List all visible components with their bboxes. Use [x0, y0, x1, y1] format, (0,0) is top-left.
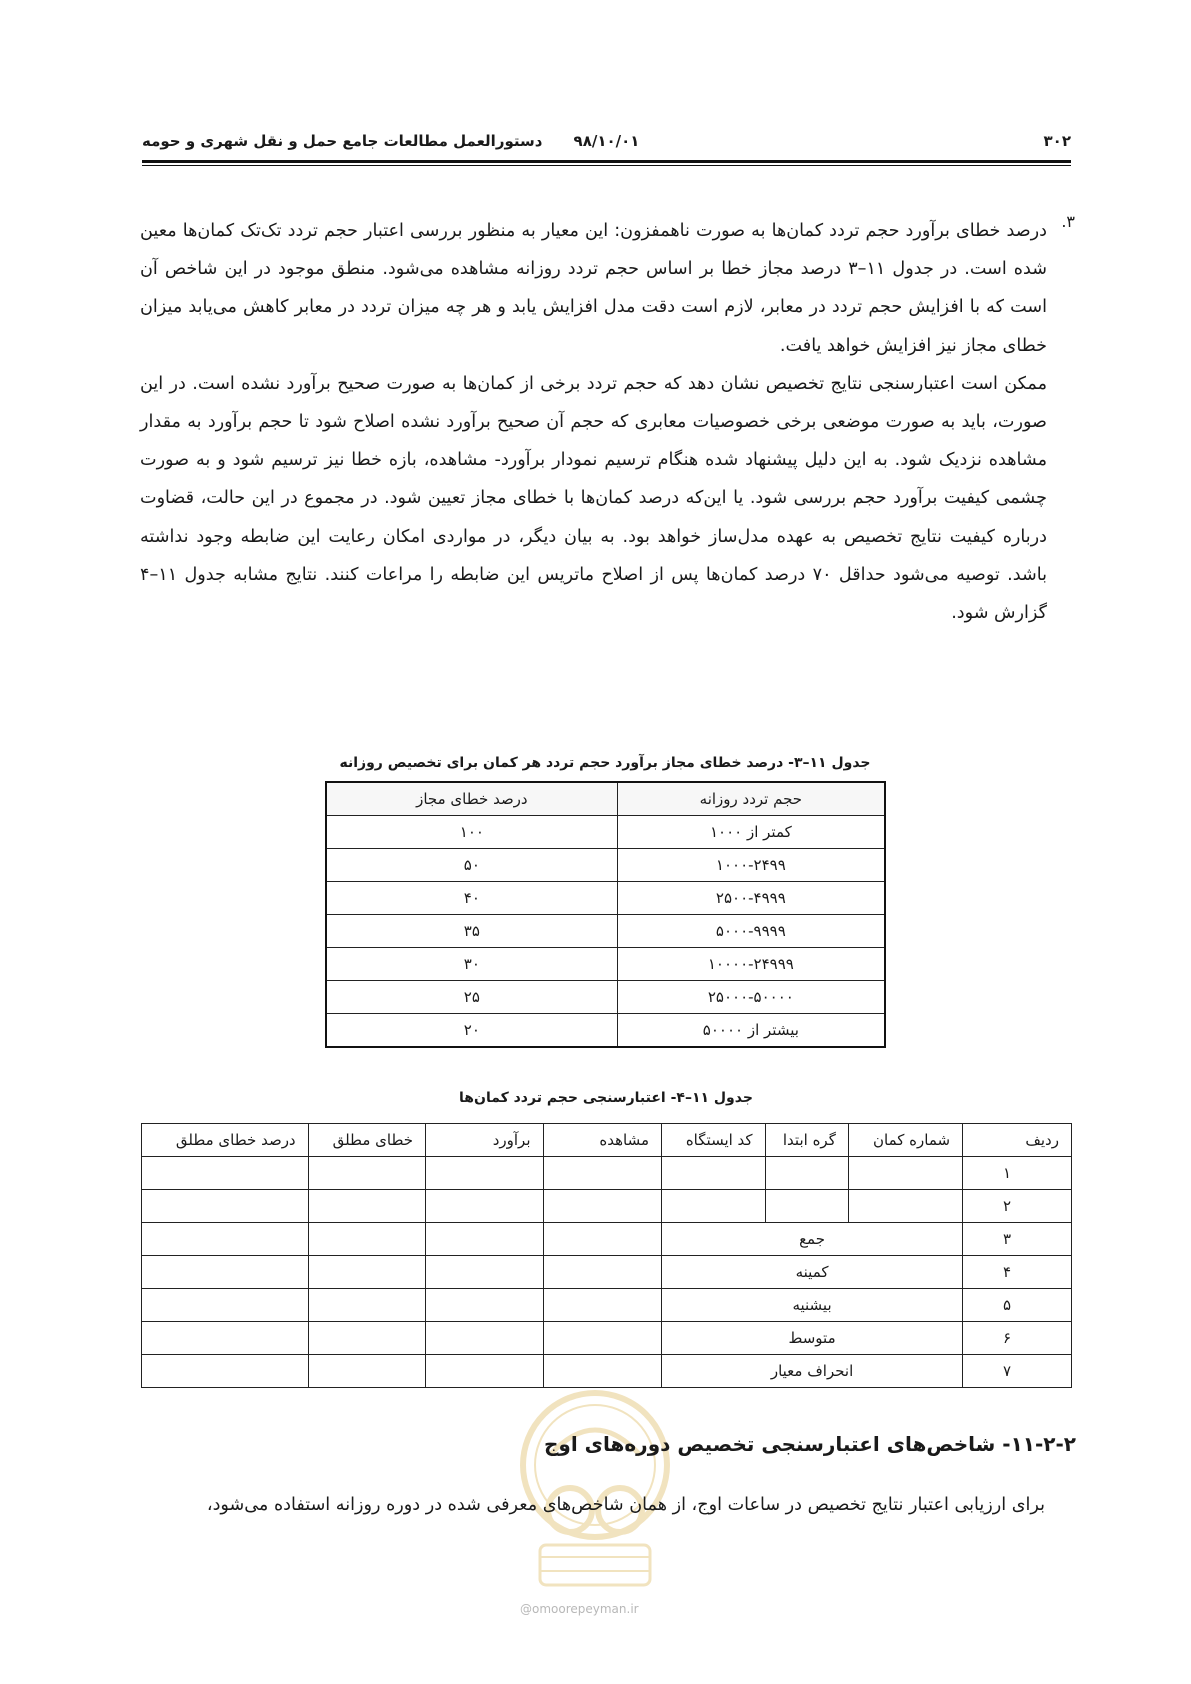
- list-item-3: [140, 212, 1075, 365]
- table-cell: [142, 1322, 309, 1355]
- header-rule-thin: [142, 165, 1071, 166]
- row-number: ۲: [963, 1190, 1072, 1223]
- column-header: برآورد: [426, 1124, 543, 1157]
- table-cell: [142, 1355, 309, 1388]
- list-item-text: درصد خطای برآورد حجم تردد کمان‌ها به صورت ناهمفزون: این معیار به منظور بررسی اعتبار حجم تردد تک‌تک کمان‌ها معین شده است. در جدول ۱۱–۳ درصد مجاز خطا بر اساس حجم تردد روزانه مشاهده می‌شود. منطق موجود در این شاخص آن است که با افزایش حجم تردد در معابر، لازم است دقت مدل افزایش یابد و هر چه میزان تردد در معابر کاهش می‌یابد میزان خطای مجاز نیز افزایش خواهد یافت.: [140, 221, 1047, 356]
- header-rule-thick: [142, 160, 1071, 163]
- table-cell: [543, 1355, 662, 1388]
- running-header: [142, 124, 1071, 154]
- body-text: [140, 212, 1075, 632]
- table-cell: [142, 1190, 309, 1223]
- table-cell: ۳۰: [326, 948, 617, 981]
- table-cell: [142, 1289, 309, 1322]
- table-caption: جدول ۱۱–۴- اعتبارسنجی حجم تردد کمان‌ها: [459, 1090, 753, 1106]
- column-header: خطای مطلق: [308, 1124, 425, 1157]
- column-header: کد ایستگاه: [662, 1124, 766, 1157]
- table-cell: [662, 1157, 766, 1190]
- table-cell: ۴۰: [326, 882, 617, 915]
- row-number: ۷: [963, 1355, 1072, 1388]
- table-cell: [662, 1190, 766, 1223]
- column-header: ردیف: [963, 1124, 1072, 1157]
- table-caption: جدول ۱۱–۳- درصد خطای مجاز برآورد حجم تردد هر کمان برای تخصیص روزانه: [339, 755, 871, 771]
- table-row: [326, 816, 885, 849]
- table-cell: [308, 1190, 425, 1223]
- table-cell: [142, 1256, 309, 1289]
- table-row: [142, 1256, 1072, 1289]
- row-number: ۶: [963, 1322, 1072, 1355]
- table-cell: [848, 1157, 962, 1190]
- table-row: [142, 1157, 1072, 1190]
- table-cell: [543, 1223, 662, 1256]
- table-row: [142, 1223, 1072, 1256]
- table-cell: ۱۰۰: [326, 816, 617, 849]
- table-row: [142, 1355, 1072, 1388]
- table-cell: [765, 1157, 848, 1190]
- summary-label: بیشنیه: [662, 1289, 963, 1322]
- table-cell: ۲۵: [326, 981, 617, 1014]
- table-cell: [426, 1157, 543, 1190]
- summary-label: کمینه: [662, 1256, 963, 1289]
- table-row: [326, 948, 885, 981]
- paragraph: برای ارزیابی اعتبار نتایج تخصیص در ساعات اوج، از همان شاخص‌های معرفی شده در دوره روزانه استفاده می‌شود،: [206, 1495, 1045, 1515]
- table-cell: [142, 1223, 309, 1256]
- table-cell: [543, 1289, 662, 1322]
- table-cell: ۵۰: [326, 849, 617, 882]
- row-number: ۴: [963, 1256, 1072, 1289]
- table-cell: [426, 1322, 543, 1355]
- table-row: [326, 915, 885, 948]
- summary-label: متوسط: [662, 1322, 963, 1355]
- table-cell: [426, 1256, 543, 1289]
- table-cell: کمتر از ۱۰۰۰: [617, 816, 885, 849]
- table-cell: [308, 1322, 425, 1355]
- watermark-site: @omoorepeyman.ir: [520, 1602, 639, 1616]
- header-title: دستورالعمل مطالعات جامع حمل و نقل شهری و حومه: [142, 132, 543, 150]
- table-row: [142, 1190, 1072, 1223]
- table-cell: [308, 1289, 425, 1322]
- volume-validation-table: [141, 1123, 1072, 1388]
- column-header: گره ابتدا: [765, 1124, 848, 1157]
- column-header: حجم تردد روزانه: [617, 782, 885, 816]
- table-row: [326, 981, 885, 1014]
- table-cell: [543, 1322, 662, 1355]
- column-header: شماره کمان: [848, 1124, 962, 1157]
- table-row: [326, 849, 885, 882]
- list-item-number: ۳.: [1061, 212, 1075, 231]
- column-header: درصد خطای مطلق: [142, 1124, 309, 1157]
- table-cell: ۱۰۰۰-۲۴۹۹: [617, 849, 885, 882]
- row-number: ۳: [963, 1223, 1072, 1256]
- table-cell: [426, 1289, 543, 1322]
- column-header: درصد خطای مجاز: [326, 782, 617, 816]
- table-header-row: [326, 782, 885, 816]
- page-number: ۳۰۲: [1043, 132, 1071, 150]
- column-header: مشاهده: [543, 1124, 662, 1157]
- table-cell: ۲۵۰۰-۴۹۹۹: [617, 882, 885, 915]
- table-cell: [142, 1157, 309, 1190]
- summary-label: جمع: [662, 1223, 963, 1256]
- paragraph: ممکن است اعتبارسنجی نتایج تخصیص نشان دهد که حجم تردد برخی از کمان‌ها به صورت صحیح برآورد نشده است. در این صورت، باید به صورت موضعی برخی خصوصیات معابری که حجم آن صحیح برآورد نشده اصلاح شود تا حجم برآورد به مقدار مشاهده نزدیک شود. به این دلیل پیشنهاد شده هنگام ترسیم نمودار برآورد- مشاهده، بازه خطا نیز ترسیم شود و به صورت چشمی کیفیت برآورد حجم بررسی شود. یا این‌که درصد کمان‌ها با خطای مجاز تعیین شود. در مجموع در این حالت، قضاوت درباره کیفیت نتایج تخصیص به عهده مدل‌ساز خواهد بود. به بیان دیگر، در مواردی امکان رعایت این ضابطه وجود نداشته باشد. توصیه می‌شود حداقل ۷۰ درصد کمان‌ها پس از اصلاح ماتریس این ضابطه را مراعات کنند. نتایج مشابه جدول ۱۱–۴ گزارش شود.: [140, 373, 1047, 624]
- table-cell: ۳۵: [326, 915, 617, 948]
- table-cell: [426, 1223, 543, 1256]
- section-heading: ۱۱-۲-۲- شاخص‌های اعتبارسنجی تخصیص دوره‌های اوج: [544, 1432, 1076, 1456]
- table-cell: [848, 1190, 962, 1223]
- table-cell: [543, 1256, 662, 1289]
- row-number: ۵: [963, 1289, 1072, 1322]
- table-cell: ۲۰: [326, 1014, 617, 1048]
- header-date: ۹۸/۱۰/۰۱: [573, 132, 640, 150]
- table-header-row: [142, 1124, 1072, 1157]
- table-cell: [308, 1355, 425, 1388]
- error-threshold-table: [325, 781, 886, 1048]
- table-row: [142, 1322, 1072, 1355]
- table-cell: [308, 1223, 425, 1256]
- table-cell: ۲۵۰۰۰-۵۰۰۰۰: [617, 981, 885, 1014]
- table-cell: [426, 1355, 543, 1388]
- table-cell: بیشتر از ۵۰۰۰۰: [617, 1014, 885, 1048]
- table-cell: [426, 1190, 543, 1223]
- table-cell: ۱۰۰۰۰-۲۴۹۹۹: [617, 948, 885, 981]
- summary-label: انحراف معیار: [662, 1355, 963, 1388]
- table-cell: [543, 1157, 662, 1190]
- table-cell: [308, 1157, 425, 1190]
- table-cell: ۵۰۰۰-۹۹۹۹: [617, 915, 885, 948]
- table-cell: [308, 1256, 425, 1289]
- table-row: [142, 1289, 1072, 1322]
- table-row: [326, 1014, 885, 1048]
- table-cell: [543, 1190, 662, 1223]
- table-cell: [765, 1190, 848, 1223]
- table-row: [326, 882, 885, 915]
- row-number: ۱: [963, 1157, 1072, 1190]
